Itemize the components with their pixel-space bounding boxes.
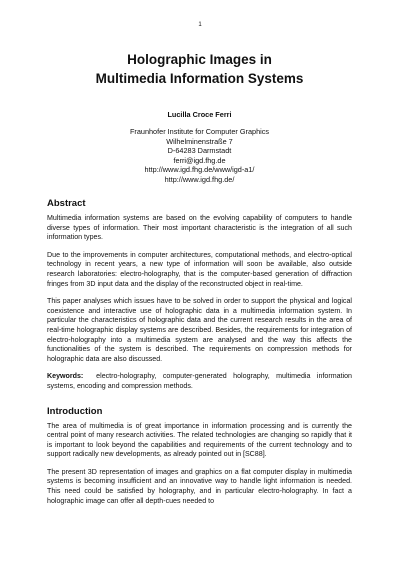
author-affiliation bbox=[47, 127, 352, 184]
institute-url: http://www.igd.fhg.de/ bbox=[164, 174, 235, 184]
author-name: Lucilla Croce Ferri bbox=[167, 110, 232, 119]
department-url: http://www.igd.fhg.de/www/igd-a1/ bbox=[144, 165, 255, 174]
street-address: Wilhelminenstraße 7 bbox=[166, 136, 233, 146]
keywords-text: electro-holography, computer-generated holography, multimedia information systems, encoding and compression methods. bbox=[47, 372, 352, 390]
email-address: ferri@igd.fhg.de bbox=[173, 155, 226, 165]
introduction-paragraph: The present 3D representation of images and graphics on a flat computer display in multimedia systems is becoming insufficient and an innovative way to handle light information is needed. This need could be satisfied by holography, and in particular electro-holography. In fact a holographic image can offer all depth-cues needed to bbox=[47, 467, 352, 505]
abstract-paragraph: Due to the improvements in computer architectures, computational methods, and electro-optical technology in recent years, a new type of information will soon be available, also outside research laboratories: electro-holography, that is the computer-based generation of diffraction fringes from 3D input data and the display of the reconstructed object in real-time. bbox=[47, 250, 352, 288]
abstract-heading: Abstract bbox=[47, 198, 86, 209]
abstract-paragraph: Multimedia information systems are based on the evolving capability of computers to handle diverse types of information. Their most important characteristic is the integration of all such information types. bbox=[47, 214, 352, 242]
city-address: D-64283 Darmstadt bbox=[167, 146, 232, 155]
page-number: 1 bbox=[198, 22, 202, 28]
keywords-paragraph bbox=[47, 372, 352, 391]
introduction-heading: Introduction bbox=[47, 405, 103, 417]
institute-name: Fraunhofer Institute for Computer Graphics bbox=[129, 127, 270, 136]
paper-title bbox=[47, 0, 352, 88]
introduction-paragraph: The area of multimedia is of great importance in information processing and is currently the central point of many research activities. The related technologies are changing so rapidly that it is important to look beyond the capabilities and requirements of the current technology and to support radically new developments, as already pointed out in [SC88]. bbox=[47, 421, 352, 459]
title-line: Multimedia Information Systems bbox=[95, 71, 304, 86]
abstract-paragraph: This paper analyses which issues have to be solved in order to support the physical and logical coexistence and interactive use of holographic data in a multimedia information system. In particular the characteristics of holographic data and the current research results in the area of real-time holographic display systems are described. Besides, the requirements for integration of electro-holography into a multimedia system are analysed and the way this affects the functionalities of the system is described. The requirements on compression methods for holographic data are also discussed. bbox=[47, 297, 352, 363]
title-line: Holographic Images in bbox=[127, 52, 272, 67]
keywords-label: Keywords: bbox=[47, 372, 84, 381]
